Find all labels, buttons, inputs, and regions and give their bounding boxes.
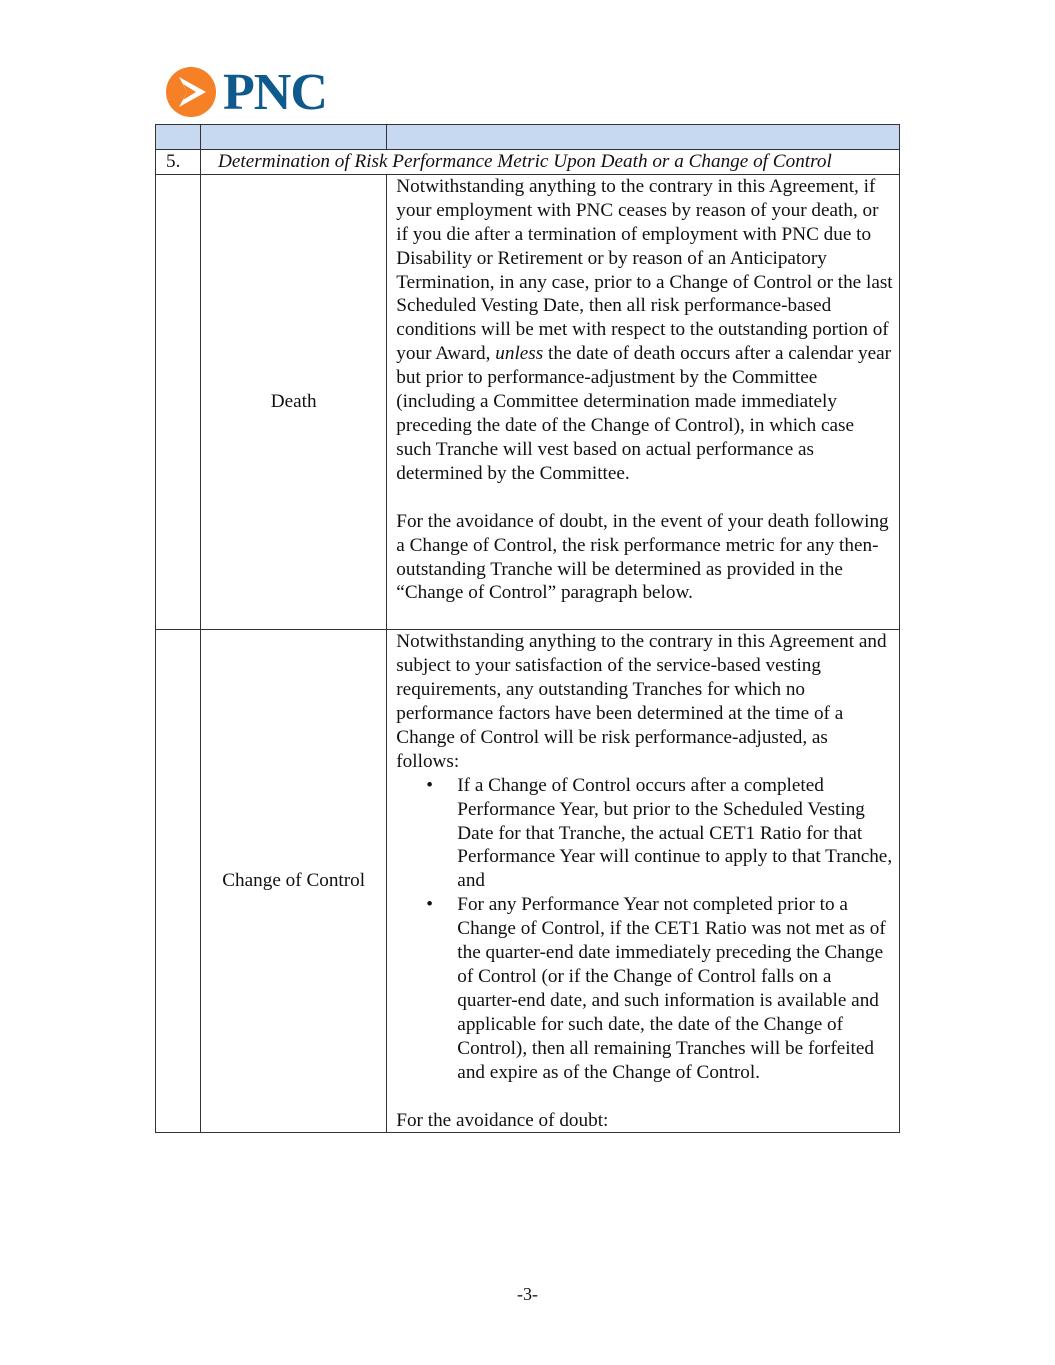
- page-number: -3-: [517, 1284, 538, 1304]
- change-of-control-bullets: [396, 774, 893, 1085]
- header-cell: [156, 125, 201, 150]
- change-of-control-intro: Notwithstanding anything to the contrary in this Agreement and subject to your satisfaction of the service-based vesting requirements, any outstanding Tranches for which no performance factors have been determined at the time of a Change of Control will be risk performance-adjusted, as follows:: [396, 631, 887, 772]
- change-of-control-label: Change of Control: [201, 630, 387, 1133]
- pnc-logo-mark-icon: [165, 66, 219, 120]
- death-text: [387, 174, 900, 629]
- empty-cell: [156, 630, 201, 1133]
- section-title: Determination of Risk Performance Metric Upon Death or a Change of Control: [201, 150, 900, 175]
- emphasis-unless: unless: [495, 343, 544, 365]
- pnc-logo-text: PNC: [223, 64, 327, 121]
- empty-cell: [156, 174, 201, 629]
- death-paragraph-2: For the avoidance of doubt, in the event of your death following a Change of Control, the risk performance metric for any then-outstanding Tranche will be determined as provided in the “Change of Control” paragraph below.: [396, 510, 889, 604]
- header-cell: [387, 125, 900, 150]
- pnc-logo: [165, 66, 327, 120]
- section-title-row: [156, 150, 900, 175]
- section-table: [155, 124, 900, 1133]
- change-of-control-row: [156, 630, 900, 1133]
- section-number: 5.: [156, 150, 201, 175]
- death-row: [156, 174, 900, 629]
- death-label: Death: [201, 174, 387, 629]
- change-of-control-closing: For the avoidance of doubt:: [396, 1109, 609, 1131]
- change-of-control-text: [387, 630, 900, 1133]
- death-paragraph-1: Notwithstanding anything to the contrary in this Agreement, if your employment with PNC ceases by reason of your death, or if you die after a termination of employment with PNC due to Disability or Retirement or by reason of an Anticipatory Termination, in any case, prior to a Change of Control or the last Scheduled Vesting Date, then all risk performance-based conditions will be met with respect to the outstanding portion of your Award, unless the date of death occurs after a calendar year but prior to performance-adjustment by the Committee (including a Committee determination made immediately preceding the date of the Change of Control), in which case such Tranche will vest based on actual performance as determined by the Committee.: [396, 175, 893, 484]
- table-header-row: [156, 125, 900, 150]
- list-item: • For any Performance Year not completed prior to a Change of Control, if the CET1 Ratio was not met as of the quarter-end date immediately preceding the Change of Control (or if the Change of Control falls on a quarter-end date, and such information is available and applicable for such date, the date of the Change of Control), then all remaining Tranches will be forfeited and expire as of the Change of Control.: [457, 893, 893, 1084]
- header-cell: [201, 125, 387, 150]
- list-item: • If a Change of Control occurs after a completed Performance Year, but prior to the Scheduled Vesting Date for that Tranche, the actual CET1 Ratio for that Performance Year will continue to apply to that Tranche, and: [457, 774, 893, 894]
